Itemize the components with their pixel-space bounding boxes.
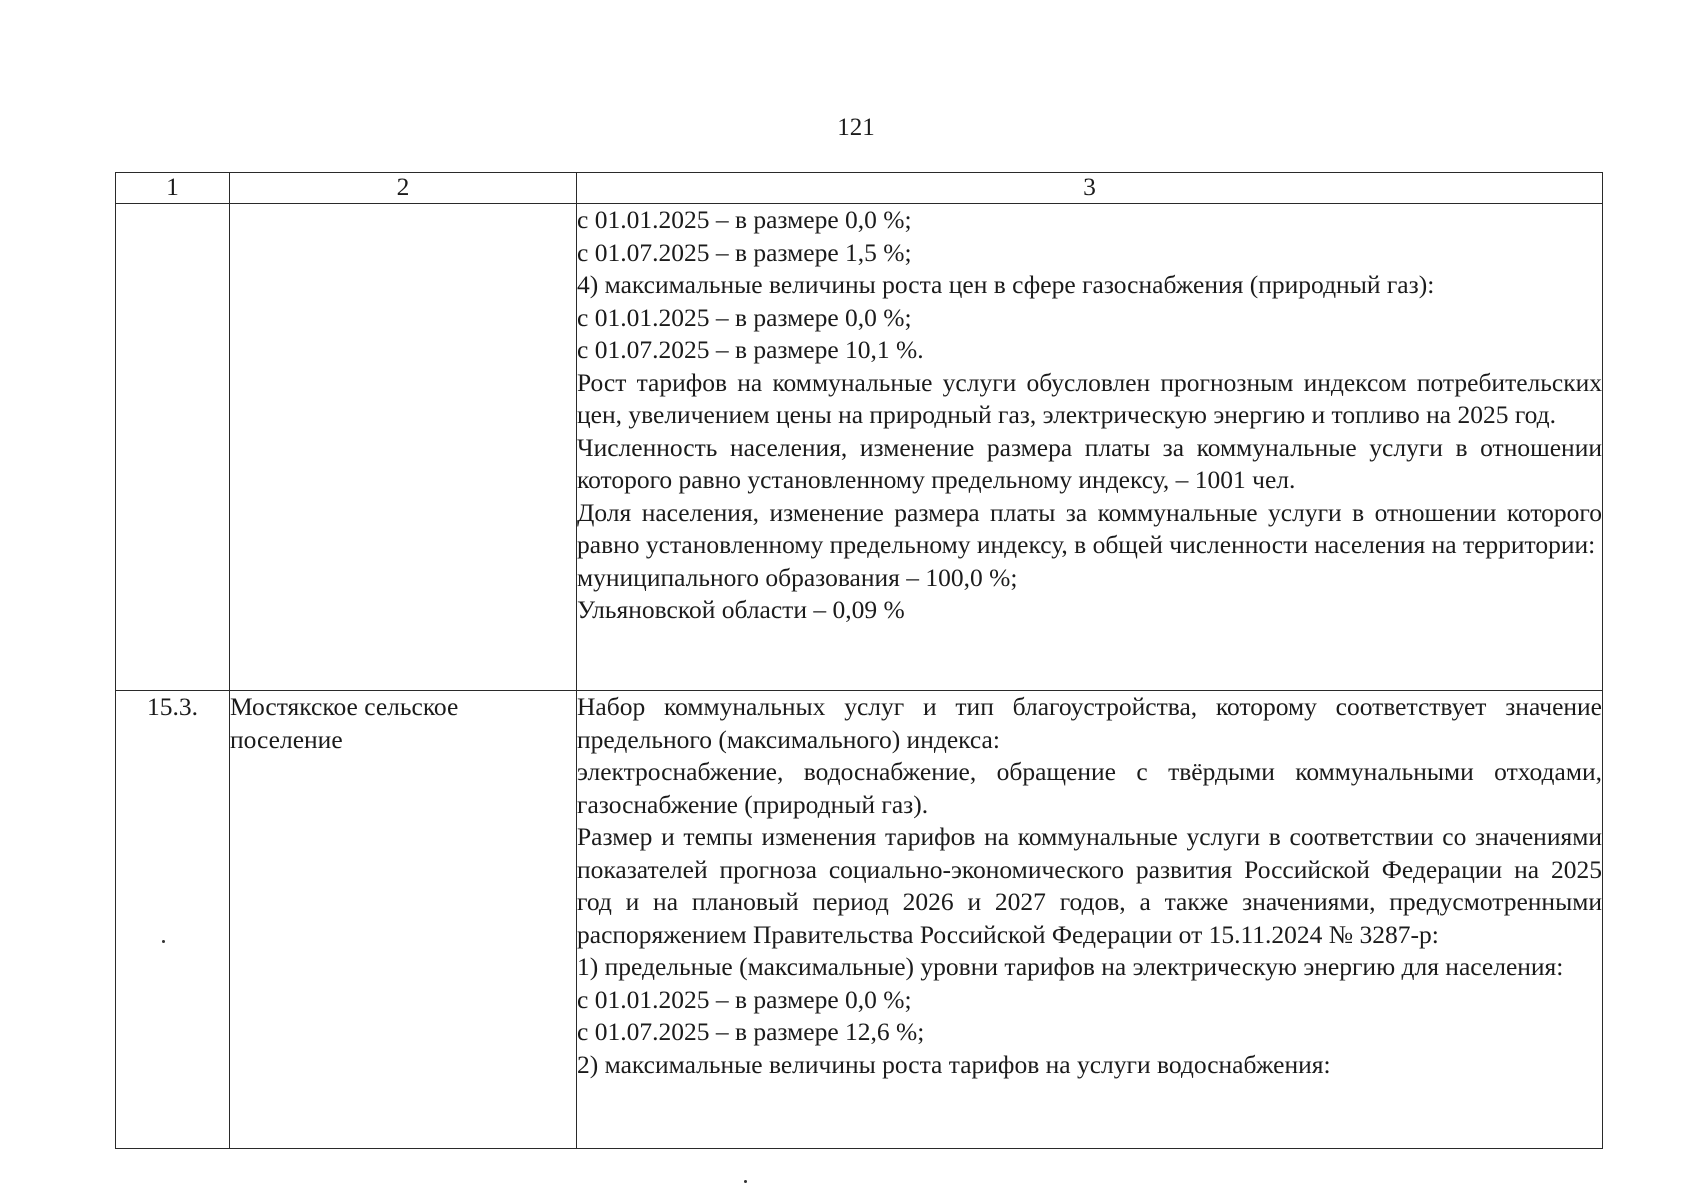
description-cell	[577, 691, 1603, 1149]
column-header-1: 1	[116, 173, 230, 204]
paragraph: Набор коммунальных услуг и тип благоустройства, которому соответствует значение предельного (максимального) индекса:	[577, 692, 1602, 754]
table-row	[116, 691, 1603, 1149]
paragraph: с 01.07.2025 – в размере 1,5 %;	[577, 237, 912, 267]
row-number: 15.3.	[116, 691, 230, 1149]
paragraph: Размер и темпы изменения тарифов на коммунальные услуги в соответствии со значениями показателей прогноза социально-экономического развития Российской Федерации на 2025 год и на плановый период 2026 и 2027 годов, а также значениями, предусмотренными распоряжением Правительства Российской Федерации от 15.11.2024 № 3287-р:	[577, 822, 1602, 949]
scan-speck	[162, 940, 165, 943]
paragraph: Ульяновской области – 0,09 %	[577, 595, 905, 624]
paragraph: Доля населения, изменение размера платы за коммунальные услуги в отношении которого равно установленному предельному индексу, в общей численности населения на территории:	[577, 497, 1602, 559]
paragraph: 2) максимальные величины роста тарифов на услуги водоснабжения:	[577, 1049, 1331, 1079]
document-table	[115, 172, 1603, 1149]
settlement-name	[230, 204, 577, 691]
paragraph: с 01.01.2025 – в размере 0,0 %;	[577, 205, 912, 234]
paragraph: с 01.07.2025 – в размере 10,1 %.	[577, 335, 924, 364]
paragraph: с 01.07.2025 – в размере 12,6 %;	[577, 1017, 925, 1046]
column-header-2: 2	[230, 173, 577, 204]
paragraph: Рост тарифов на коммунальные услуги обусловлен прогнозным индексом потребительских цен, увеличением цены на природный газ, электрическую энергию и топливо на 2025 год.	[577, 367, 1602, 429]
page-number: 121	[837, 114, 875, 141]
description-cell	[577, 204, 1603, 691]
paragraph: электроснабжение, водоснабжение, обращение с твёрдыми коммунальными отходами, газоснабжение (природный газ).	[577, 757, 1602, 819]
settlement-name: Мостякское сельское поселение	[230, 691, 577, 1149]
row-number	[116, 204, 230, 691]
paragraph: с 01.01.2025 – в размере 0,0 %;	[577, 302, 912, 332]
paragraph: Численность населения, изменение размера платы за коммунальные услуги в отношении которого равно установленному предельному индексу, – 1001 чел.	[577, 432, 1602, 494]
column-header-3: 3	[577, 173, 1603, 204]
table-row	[116, 204, 1603, 691]
table-header-row	[116, 173, 1603, 204]
paragraph: 4) максимальные величины роста цен в сфере газоснабжения (природный газ):	[577, 270, 1435, 299]
paragraph: муниципального образования – 100,0 %;	[577, 562, 1018, 592]
paragraph: с 01.01.2025 – в размере 0,0 %;	[577, 984, 912, 1014]
paragraph: 1) предельные (максимальные) уровни тарифов на электрическую энергию для населения:	[577, 952, 1564, 981]
scan-speck	[744, 1180, 747, 1183]
